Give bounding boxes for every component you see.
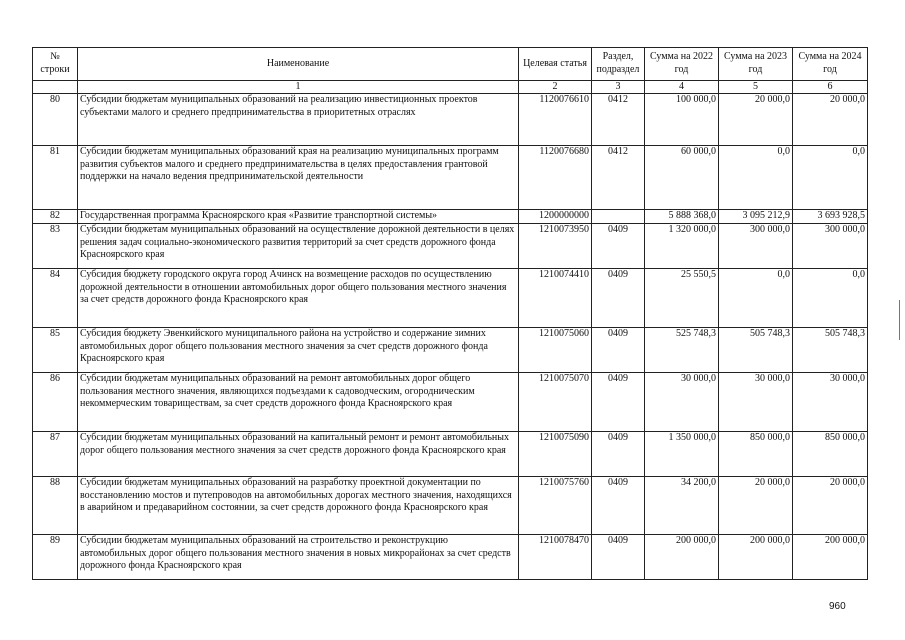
row-sum-2022: 100 000,0 <box>645 94 719 146</box>
row-section <box>592 210 645 224</box>
header-row <box>33 48 868 81</box>
row-number: 80 <box>33 94 78 146</box>
row-name: Субсидии бюджетам муниципальных образований на разработку проектной документации по восстановлению мостов и путепроводов на автомобильных дорогах местного значения, находящихся в аварийном и предаварийном состоянии, за счет средств дорожного фонда Красноярского края <box>78 477 519 535</box>
row-sum-2024: 20 000,0 <box>793 94 868 146</box>
row-section: 0409 <box>592 477 645 535</box>
row-name: Субсидии бюджетам муниципальных образований на ремонт автомобильных дорог общего пользования местного значения, являющихся подъездами к садоводческим, огородническим некоммерческим товариществам, за счет средств дорожного фонда Красноярского края <box>78 373 519 432</box>
row-number: 85 <box>33 328 78 373</box>
header-sum-2024: Сумма на 2024 год <box>793 48 868 81</box>
row-sum-2024: 30 000,0 <box>793 373 868 432</box>
row-sum-2023: 200 000,0 <box>719 535 793 580</box>
row-target-article: 1210073950 <box>519 224 592 269</box>
row-number: 89 <box>33 535 78 580</box>
row-target-article: 1210074410 <box>519 269 592 328</box>
row-name: Субсидии бюджетам муниципальных образований на капитальный ремонт и ремонт автомобильных дорог общего пользования местного значения за счет средств дорожного фонда Красноярского края <box>78 432 519 477</box>
row-sum-2023: 3 095 212,9 <box>719 210 793 224</box>
row-section: 0409 <box>592 535 645 580</box>
column-number: 6 <box>793 81 868 94</box>
row-section: 0409 <box>592 224 645 269</box>
row-section: 0409 <box>592 432 645 477</box>
table-row <box>33 146 868 210</box>
row-target-article: 1210075090 <box>519 432 592 477</box>
column-number: 3 <box>592 81 645 94</box>
header-target-article: Целевая статья <box>519 48 592 81</box>
row-target-article: 1210075760 <box>519 477 592 535</box>
row-number: 88 <box>33 477 78 535</box>
table-row <box>33 210 868 224</box>
row-sum-2022: 525 748,3 <box>645 328 719 373</box>
row-target-article: 1200000000 <box>519 210 592 224</box>
table-row <box>33 477 868 535</box>
row-sum-2023: 30 000,0 <box>719 373 793 432</box>
row-name: Субсидии бюджетам муниципальных образований края на реализацию муниципальных программ развития субъектов малого и среднего предпринимательства в целях предоставления грантовой поддержки на начало ведения предпринимательской деятельности <box>78 146 519 210</box>
row-sum-2023: 20 000,0 <box>719 477 793 535</box>
row-target-article: 1120076610 <box>519 94 592 146</box>
row-sum-2023: 505 748,3 <box>719 328 793 373</box>
header-row-number: № строки <box>33 48 78 81</box>
header-section: Раздел, подраздел <box>592 48 645 81</box>
row-target-article: 1210075070 <box>519 373 592 432</box>
row-target-article: 1210078470 <box>519 535 592 580</box>
row-sum-2024: 3 693 928,5 <box>793 210 868 224</box>
table-row <box>33 94 868 146</box>
table-row <box>33 432 868 477</box>
row-number: 87 <box>33 432 78 477</box>
row-sum-2023: 300 000,0 <box>719 224 793 269</box>
row-name: Субсидия бюджету Эвенкийского муниципального района на устройство и содержание зимних автомобильных дорог общего пользования местного значения за счет средств дорожного фонда Красноярского края <box>78 328 519 373</box>
row-sum-2022: 1 350 000,0 <box>645 432 719 477</box>
table-row <box>33 373 868 432</box>
row-sum-2023: 0,0 <box>719 146 793 210</box>
row-section: 0409 <box>592 269 645 328</box>
row-sum-2022: 5 888 368,0 <box>645 210 719 224</box>
row-sum-2024: 0,0 <box>793 269 868 328</box>
row-name: Субсидии бюджетам муниципальных образований на реализацию инвестиционных проектов субъектами малого и среднего предпринимательства в приоритетных отраслях <box>78 94 519 146</box>
table-row <box>33 328 868 373</box>
row-section: 0412 <box>592 146 645 210</box>
row-number: 81 <box>33 146 78 210</box>
row-sum-2022: 60 000,0 <box>645 146 719 210</box>
row-section: 0409 <box>592 373 645 432</box>
row-sum-2024: 200 000,0 <box>793 535 868 580</box>
table-row <box>33 535 868 580</box>
row-sum-2022: 34 200,0 <box>645 477 719 535</box>
row-number: 82 <box>33 210 78 224</box>
row-name: Субсидии бюджетам муниципальных образований на осуществление дорожной деятельности в целях решения задач социально-экономического развития территорий за счет средств дорожного фонда Красноярского края <box>78 224 519 269</box>
row-sum-2024: 0,0 <box>793 146 868 210</box>
row-target-article: 1210075060 <box>519 328 592 373</box>
column-number-empty <box>33 81 78 94</box>
column-number: 2 <box>519 81 592 94</box>
row-sum-2023: 0,0 <box>719 269 793 328</box>
table-row <box>33 224 868 269</box>
row-name: Государственная программа Красноярского края «Развитие транспортной системы» <box>78 210 519 224</box>
column-number: 5 <box>719 81 793 94</box>
row-sum-2022: 30 000,0 <box>645 373 719 432</box>
header-sum-2022: Сумма на 2022 год <box>645 48 719 81</box>
row-number: 86 <box>33 373 78 432</box>
row-sum-2022: 200 000,0 <box>645 535 719 580</box>
budget-table <box>32 47 868 580</box>
column-number: 1 <box>78 81 519 94</box>
row-number: 84 <box>33 269 78 328</box>
row-section: 0409 <box>592 328 645 373</box>
scan-edge-mark <box>899 300 900 340</box>
row-section: 0412 <box>592 94 645 146</box>
row-sum-2023: 20 000,0 <box>719 94 793 146</box>
row-sum-2022: 1 320 000,0 <box>645 224 719 269</box>
row-number: 83 <box>33 224 78 269</box>
row-target-article: 1120076680 <box>519 146 592 210</box>
row-name: Субсидия бюджету городского округа город Ачинск на возмещение расходов по осуществлению дорожной деятельности в отношении автомобильных дорог общего пользования местного значения за счет средств дорожного фонда Красноярского края <box>78 269 519 328</box>
row-sum-2024: 505 748,3 <box>793 328 868 373</box>
header-name: Наименование <box>78 48 519 81</box>
row-name: Субсидии бюджетам муниципальных образований на строительство и реконструкцию автомобильных дорог общего пользования местного значения в новых микрорайонах за счет средств дорожного фонда Красноярского края <box>78 535 519 580</box>
row-sum-2024: 300 000,0 <box>793 224 868 269</box>
column-number: 4 <box>645 81 719 94</box>
row-sum-2022: 25 550,5 <box>645 269 719 328</box>
row-sum-2024: 850 000,0 <box>793 432 868 477</box>
page-number: 960 <box>829 601 846 612</box>
header-sum-2023: Сумма на 2023 год <box>719 48 793 81</box>
column-number-row <box>33 81 868 94</box>
row-sum-2024: 20 000,0 <box>793 477 868 535</box>
table-row <box>33 269 868 328</box>
row-sum-2023: 850 000,0 <box>719 432 793 477</box>
